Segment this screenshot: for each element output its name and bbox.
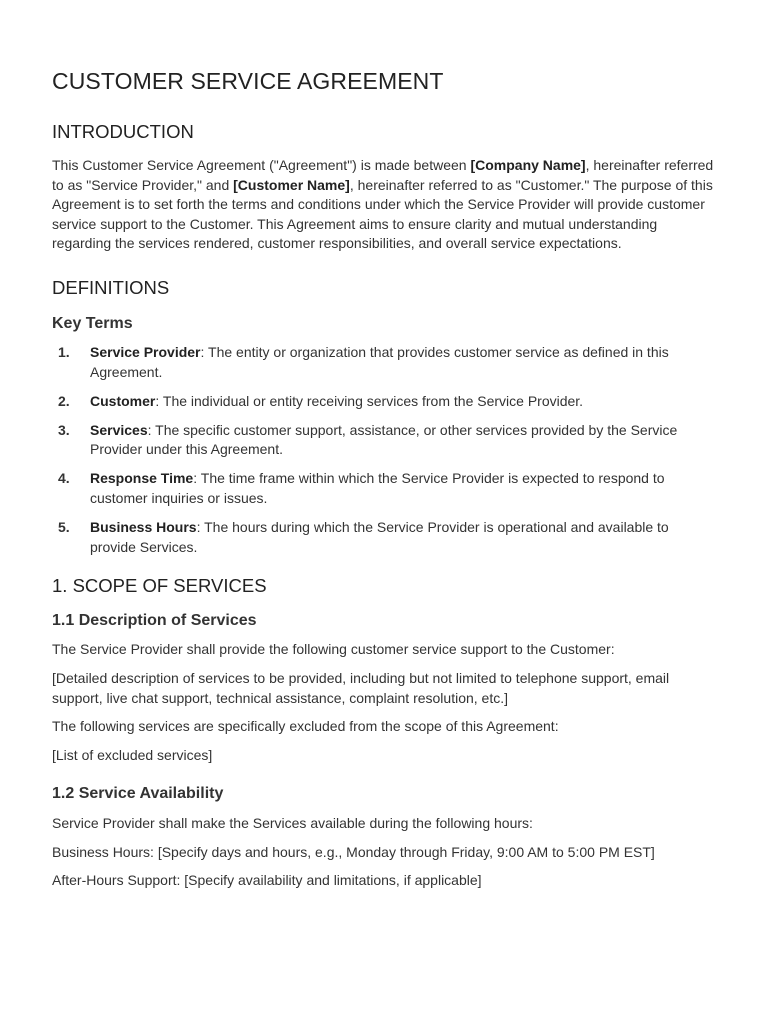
list-item — [52, 343, 718, 382]
list-item-term: Business Hours — [90, 519, 197, 536]
list-item-text: : The entity or organization that provides customer service as defined in this Agreement. — [90, 343, 669, 380]
intro-text-2: , hereinafter referred to as "Service Provider," and — [52, 157, 714, 193]
description-heading: 1.1 Description of Services — [52, 612, 257, 630]
description-paragraph-2: [Detailed description of services to be provided, including but not limited to telephone support, email support, live chat support, technical assistance, complaint resolution, etc.] — [52, 669, 670, 706]
list-item-term: Customer — [90, 392, 156, 409]
list-item — [52, 421, 718, 460]
list-item-term: Service Provider — [90, 343, 201, 360]
list-item — [52, 469, 718, 508]
intro-text-3: , hereinafter referred to as "Customer." The purpose of this Agreement is to set forth the terms and conditions under which the Service Provider will provide customer service support to the Customer. This Agreement aims to ensure clarity and mutual understanding regarding the services rendered, customer responsibilities, and overall service expectations. — [52, 176, 713, 252]
list-item-term: Response Time — [90, 470, 194, 487]
list-item-number: 2. — [58, 392, 70, 409]
definitions-heading: DEFINITIONS — [52, 276, 170, 298]
list-item-term: Services — [90, 421, 148, 438]
customer-name-placeholder: [Customer Name] — [233, 176, 350, 193]
intro-text-1: This Customer Service Agreement ("Agreement") is made between — [52, 157, 471, 173]
scope-heading: 1. SCOPE OF SERVICES — [52, 575, 267, 597]
list-item-number: 1. — [58, 343, 70, 360]
definitions-list — [52, 343, 718, 557]
availability-paragraph-1: Service Provider shall make the Services available during the following hours: — [52, 815, 533, 832]
description-paragraph-4: [List of excluded services] — [52, 746, 213, 763]
list-item-text: : The time frame within which the Service Provider is expected to respond to customer inquiries or issues. — [90, 470, 665, 507]
description-paragraph-3: The following services are specifically excluded from the scope of this Agreement: — [52, 718, 559, 735]
availability-heading: 1.2 Service Availability — [52, 785, 224, 803]
list-item-text: : The individual or entity receiving services from the Service Provider. — [155, 392, 584, 409]
list-item — [52, 392, 718, 412]
introduction-paragraph — [52, 156, 718, 254]
list-item — [52, 518, 718, 557]
list-item-text: : The hours during which the Service Provider is operational and available to provide Services. — [90, 519, 669, 555]
list-item-number: 5. — [58, 519, 70, 536]
description-paragraph-1: The Service Provider shall provide the following customer service support to the Customer: — [52, 641, 615, 658]
availability-paragraph-2: Business Hours: [Specify days and hours, e.g., Monday through Friday, 9:00 AM to 5:00 PM EST] — [52, 843, 655, 860]
list-item-text: : The specific customer support, assistance, or other services provided by the Service Provider under this Agreement. — [90, 421, 678, 458]
list-item-number: 3. — [58, 421, 70, 438]
company-name-placeholder: [Company Name] — [470, 157, 586, 173]
list-item-number: 4. — [58, 470, 70, 487]
availability-paragraph-3: After-Hours Support: [Specify availability and limitations, if applicable] — [52, 872, 482, 889]
introduction-heading: INTRODUCTION — [52, 121, 194, 142]
key-terms-heading: Key Terms — [52, 314, 133, 332]
document-title: CUSTOMER SERVICE AGREEMENT — [52, 68, 444, 94]
